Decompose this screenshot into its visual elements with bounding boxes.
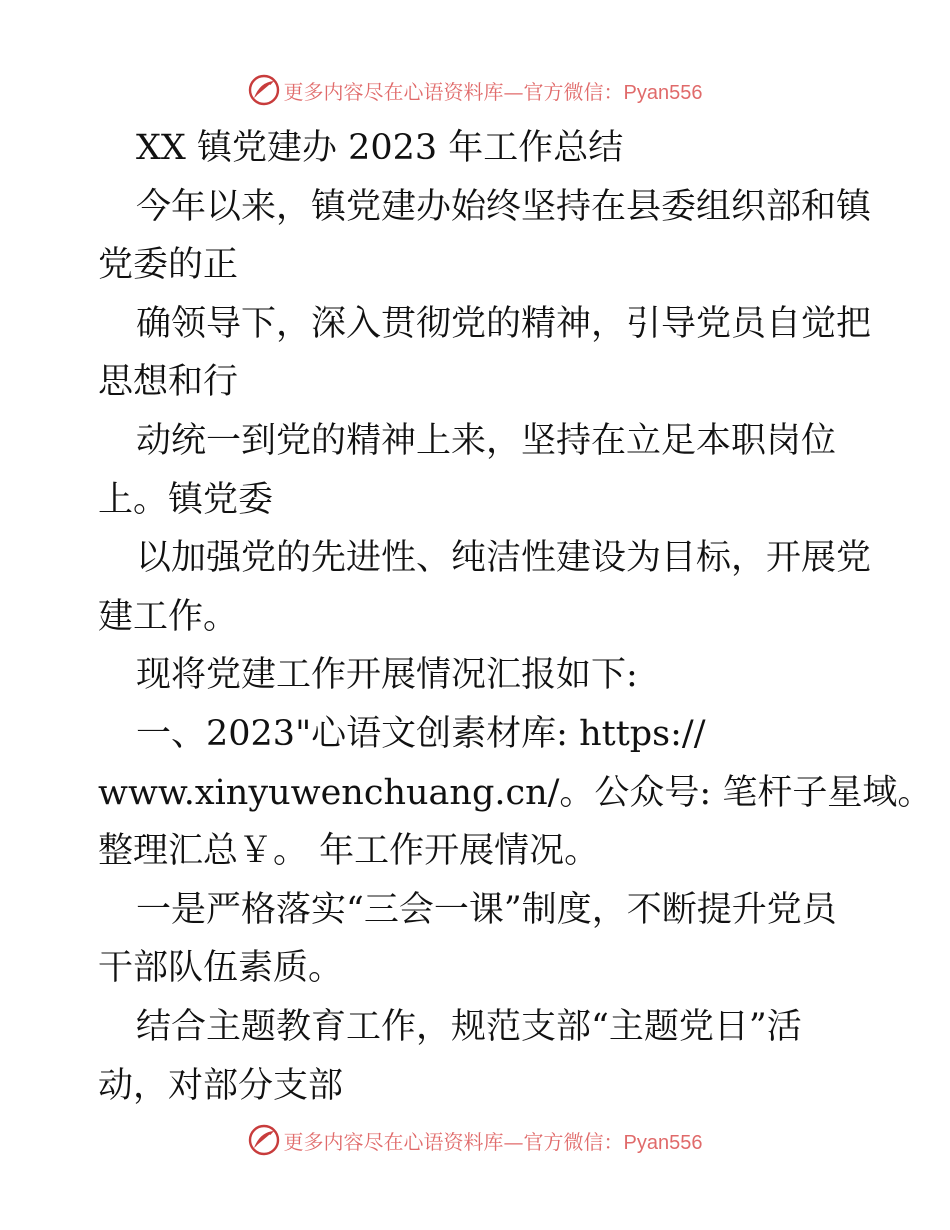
paragraph-line: 一、2023"心语文创素材库: https://	[136, 713, 706, 754]
paragraph-line: 党委的正	[98, 245, 239, 286]
paragraph-line: 以加强党的先进性、纯洁性建设为目标，开展党	[136, 538, 872, 579]
paragraph-line: 思想和行	[98, 362, 239, 403]
document-body	[98, 119, 933, 1115]
red-pen-logo-icon	[248, 74, 280, 106]
paragraph-line: 动统一到党的精神上来，坚持在立足本职岗位	[136, 420, 837, 461]
paragraph-line: 今年以来，镇党建办始终坚持在县委组织部和镇	[136, 186, 872, 227]
watermark-text: 更多内容尽在心语资料库—官方微信：Pyan556	[283, 79, 703, 104]
paragraph-line: www.xinyuwenchuang.cn/。公众号: 笔杆子星域。	[98, 772, 933, 813]
paragraph-line: 干部队伍素质。	[98, 948, 344, 989]
paragraph-line: 动，对部分支部	[98, 1065, 344, 1106]
paragraph-line: 现将党建工作开展情况汇报如下:	[136, 655, 638, 696]
paragraph-line: 建工作。	[98, 596, 239, 637]
paragraph-line: 整理汇总￥。 年工作开展情况。	[98, 831, 600, 872]
document-title: XX 镇党建办 2023 年工作总结	[136, 128, 624, 168]
header-watermark	[0, 70, 950, 110]
watermark-text: 更多内容尽在心语资料库—官方微信：Pyan556	[283, 1129, 703, 1154]
paragraph-line: 确领导下，深入贯彻党的精神，引导党员自觉把	[136, 303, 872, 344]
red-pen-logo-icon	[248, 1124, 280, 1156]
paragraph-line: 结合主题教育工作，规范支部“主题党日”活	[136, 1006, 802, 1047]
footer-watermark	[0, 1120, 950, 1160]
paragraph-line: 一是严格落实“三会一课”制度，不断提升党员	[136, 889, 837, 930]
paragraph-line: 上。镇党委	[98, 479, 274, 520]
